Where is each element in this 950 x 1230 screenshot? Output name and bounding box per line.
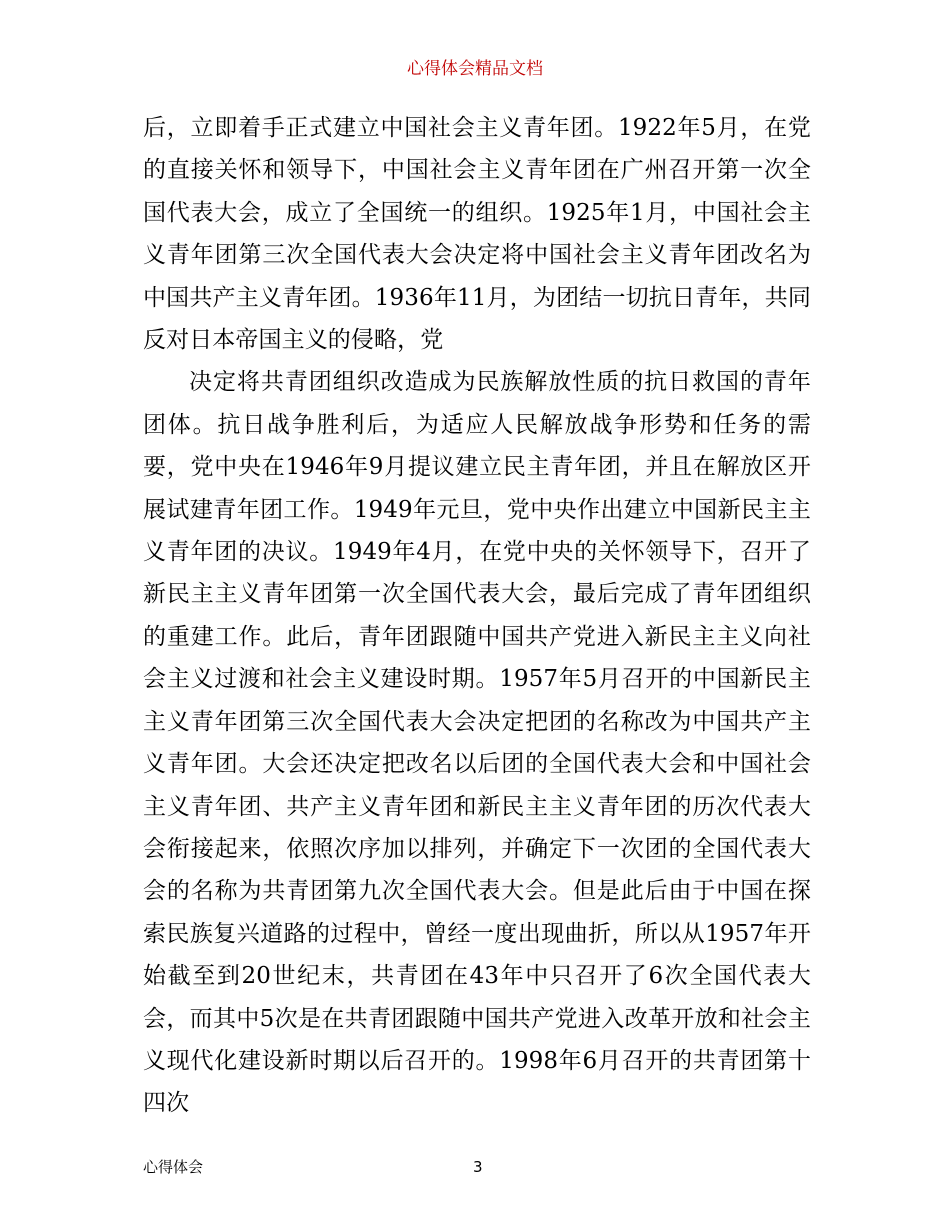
page-number: 3 xyxy=(473,1158,483,1176)
page-footer xyxy=(143,1156,811,1178)
document-body xyxy=(143,107,811,1125)
body-paragraph-1: 后，立即着手正式建立中国社会主义青年团。1922年5月，在党的直接关怀和领导下，中国社会主义青年团在广州召开第一次全国代表大会，成立了全国统一的组织。1925年1月，中国社会主义青年团第三次全国代表大会决定将中国社会主义青年团改名为中国共产主义青年团。1936年11月，为团结一切抗日青年，共同反对日本帝国主义的侵略，党 xyxy=(143,115,811,354)
footer-label: 心得体会 xyxy=(143,1158,204,1176)
page-header-title: 心得体会精品文档 xyxy=(407,59,543,79)
body-paragraph-2: 决定将共青团组织改造成为民族解放性质的抗日救国的青年团体。抗日战争胜利后，为适应人民解放战争形势和任务的需要，党中央在1946年9月提议建立民主青年团，并且在解放区开展试建青年团工作。1949年元旦，党中央作出建立中国新民主主义青年团的决议。1949年4月，在党中央的关怀领导下，召开了新民主主义青年团第一次全国代表大会，最后完成了青年团组织的重建工作。此后，青年团跟随中国共产党进入新民主主义向社会主义过渡和社会主义建设时期。1957年5月召开的中国新民主主义青年团第三次全国代表大会决定把团的名称改为中国共产主义青年团。大会还决定把改名以后团的全国代表大会和中国社会主义青年团、共产主义青年团和新民主主义青年团的历次代表大会衔接起来，依照次序加以排列，并确定下一次团的全国代表大会的名称为共青团第九次全国代表大会。但是此后由于中国在探索民族复兴道路的过程中，曾经一度出现曲折，所以从1957年开始截至到20世纪末，共青团在43年中只召开了6次全国代表大会，而其中5次是在共青团跟随中国共产党进入改革开放和社会主义现代化建设新时期以后召开的。1998年6月召开的共青团第十四次 xyxy=(143,369,811,1117)
